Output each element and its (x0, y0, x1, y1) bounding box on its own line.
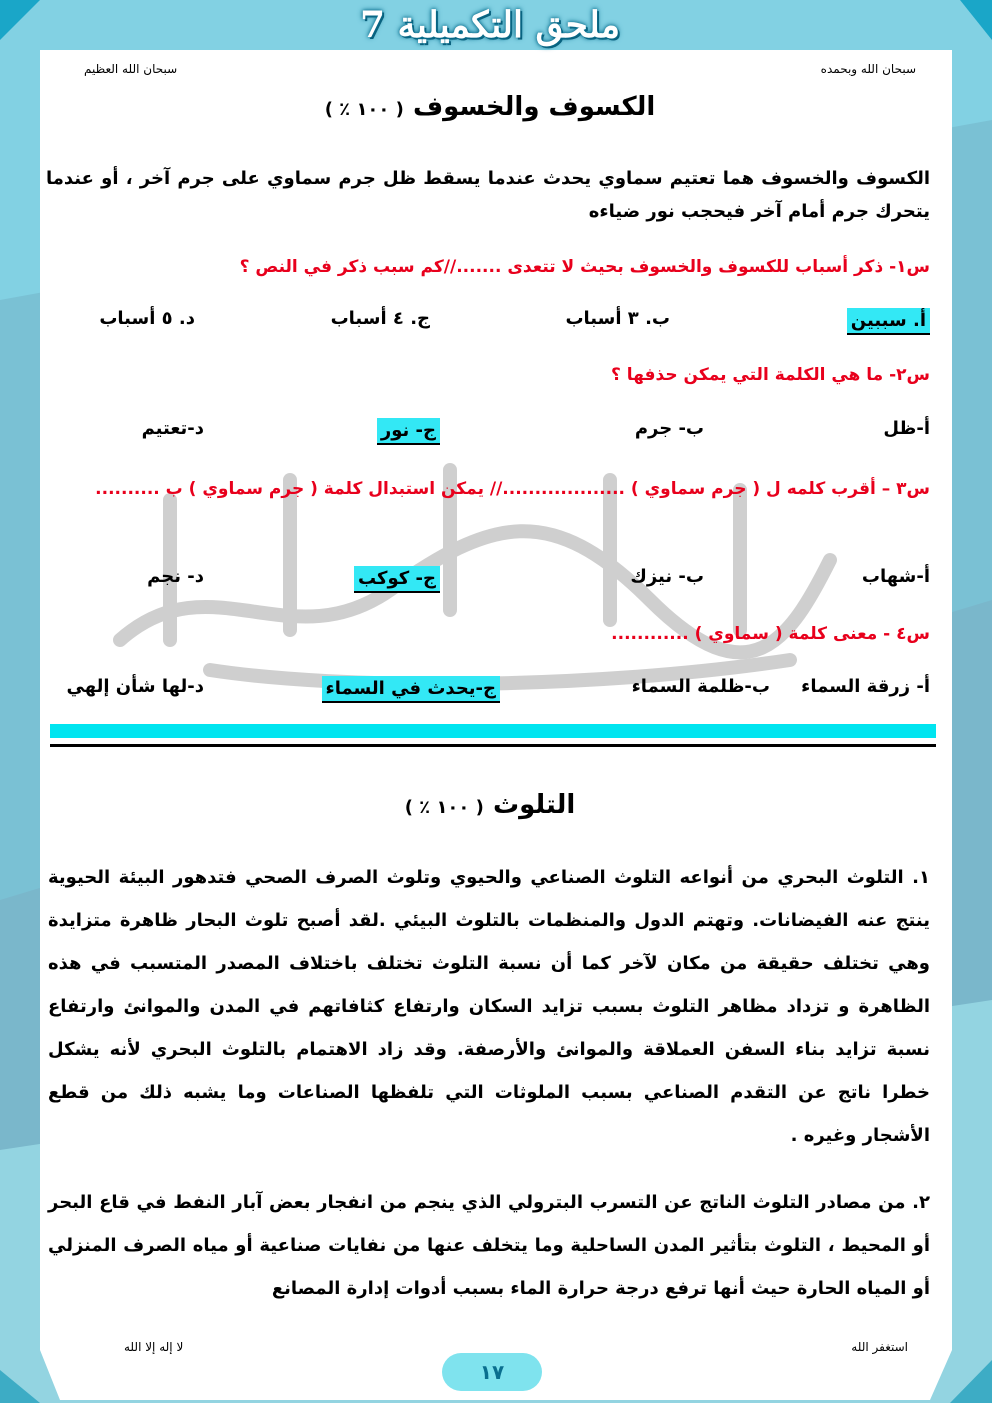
section2-title (44, 790, 936, 820)
content-area (44, 0, 936, 1403)
q3-option-d: د- نجم (147, 566, 204, 587)
q4-option-d: د-لها شأن إلهي (66, 676, 204, 697)
q4-option-c: ج-يحدث في السماء (322, 676, 500, 703)
question-1: س١- ذكر أسباب للكسوف والخسوف بحيث لا تتعدى .......//كم سبب ذكر في النص ؟ (239, 257, 930, 277)
section2-percent: ( ١٠٠ ٪ ) (404, 797, 484, 818)
header-title: ملحق التكميلية 7 (359, 4, 621, 46)
question-3-options (50, 566, 930, 600)
section-divider-cyan (50, 724, 936, 738)
question-3: س٣ – أقرب كلمه ل ( جرم سماوي ) ...................// يمكن استبدال كلمة ( جرم سماوي ) ب .......... (95, 479, 930, 499)
section-divider-black (50, 744, 936, 747)
q4-option-b: ب-ظلمة السماء (631, 676, 770, 697)
question-4: س٤ - معنى كلمة ( سماوي ) ............ (611, 624, 930, 644)
q3-option-b: ب- نيزك (630, 566, 704, 587)
q1-option-d: د. ٥ أسباب (99, 308, 195, 329)
section1-paragraph: الكسوف والخسوف هما تعتيم سماوي يحدث عندما يسقط ظل جرم سماوي على جرم آخر ، أو عندما يتحرك جرم أمام آخر فيحجب نور ضياءه (46, 168, 930, 222)
q1-option-a: أ. سببين (847, 308, 930, 335)
question-4-options (50, 676, 930, 710)
section2-paragraph-2: ٢. من مصادر التلوث الناتج عن التسرب البترولي الذي ينجم من انفجار بعض آبار النفط في قاع البحر أو المحيط ، التلوث بتأثير المدن الساحلية وما يتخلف عنها من نفايات صناعية أو مياه الصرف المنزلي أو المياه الحارة حيث أنها ترفع درجة حرارة الماء بسبب أدوات إدارة المصانع (48, 1192, 930, 1299)
section1-percent: ( ١٠٠ ٪ ) (324, 99, 404, 120)
header-left-note: سبحان الله العظيم (84, 62, 178, 76)
question-1-options (50, 308, 930, 342)
question-2-options (50, 418, 930, 452)
q2-option-b: ب- جرم (634, 418, 704, 439)
header-right-note: سبحان الله وبحمده (820, 62, 916, 76)
q1-option-c: ج. ٤ أسباب (330, 308, 430, 329)
q3-option-a: أ-شهاب (861, 566, 930, 587)
question-2: س٢- ما هي الكلمة التي يمكن حذفها ؟ (611, 365, 930, 385)
q2-option-c: ج- نور (377, 418, 440, 445)
q2-option-d: د-تعتيم (141, 418, 204, 439)
section2-paragraph-1: ١. التلوث البحري من أنواعه التلوث الصناعي والحيوي وتلوث الصرف الصحي فتدهور البيئة الحيوية ينتج عنه الفيضانات. وتهتم الدول والمنظمات بالتلوث البيئي .لقد أصبح تلوث البحار ظاهرة متزايدة وهي تختلف حقيقة من مكان لآخر كما أن نسبة التلوث تختلف باختلاف المصدر المتسبب في هذه الظاهرة و تزداد مظاهر التلوث بسبب تزايد السكان وارتفاع كثافاتهم في المدن والموانئ وارتفاع نسبة تزايد بناء السفن العملاقة والموانئ والأرصفة. وقد زاد الاهتمام بالتلوث البحري لأنه يشكل خطرا ناتج عن التقدم الصناعي بسبب الملوثات التي تلفظها الصناعات وما يشبه ذلك من قطع الأشجار وغيره . (48, 867, 930, 1146)
section2-title-text: التلوث (492, 790, 576, 820)
q1-option-b: ب. ٣ أسباب (565, 308, 670, 329)
footer-left-note: لا إله إلا الله (124, 1340, 184, 1354)
q3-option-c: ج- كوكب (354, 566, 440, 593)
q4-option-a: أ- زرقة السماء (801, 676, 930, 697)
section1-title-text: الكسوف والخسوف (412, 92, 656, 122)
section1-title (44, 92, 936, 122)
page-number: ١٧ (442, 1353, 542, 1391)
q2-option-a: أ-ظل (883, 418, 930, 439)
footer-right-note: استغفر الله (851, 1340, 908, 1354)
